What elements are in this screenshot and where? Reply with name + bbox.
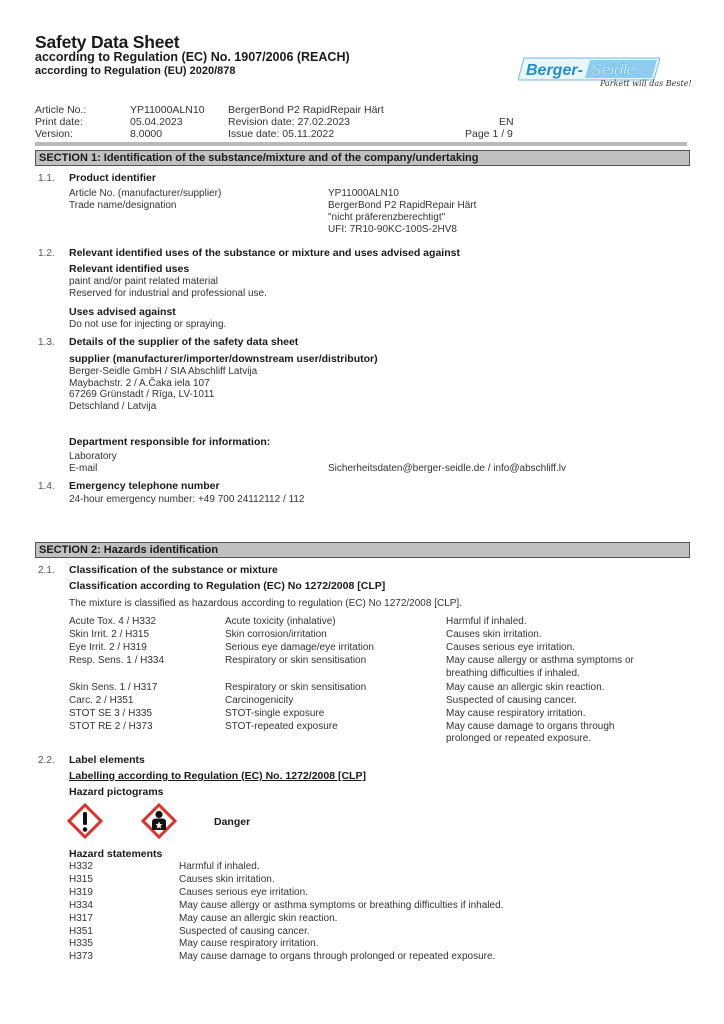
section-1-header: SECTION 1: Identification of the substance/mixture and of the company/undertaking [35,150,690,166]
hazard-code: H351 [69,925,93,937]
hazard-code: H315 [69,873,93,885]
hazard-statement-text: breathing difficulties if inhaled. [446,667,580,679]
supplier-city: 67269 Grünstadt / Rīga, LV-1011 [69,389,215,400]
hazard-text: Causes skin irritation. [179,873,275,885]
health-hazard-icon [141,803,177,839]
hazard-statement-text: May cause an allergic skin reaction. [446,681,605,693]
meta-values [130,104,205,140]
logo-slogan: Parkett will das Beste! [600,79,692,88]
email-link[interactable]: Sicherheitsdaten@berger-seidle.de / info@abschliff.lv [328,463,567,474]
hazard-category: STOT-repeated exposure [225,720,338,732]
meta-version: 8.0000 [130,128,163,140]
supplier-street: Maybachstr. 2 / A.Čaka iela 107 [69,377,210,389]
hazard-category: STOT-single exposure [225,707,325,719]
hazard-code: H319 [69,886,93,898]
classification-subheading: Classification according to Regulation (EC) No 1272/2008 [CLP] [69,580,386,592]
department-value: Laboratory [69,451,117,462]
hazard-statement-text: Harmful if inhaled. [446,616,527,627]
hazard-text: May cause allergy or asthma symptoms or breathing difficulties if inhaled. [179,899,504,911]
section-1-1-heading: Product identifier [69,172,156,184]
section-1-2-number: 1.2. [38,248,55,259]
supplier-heading: supplier (manufacturer/importer/downstream user/distributor) [69,353,378,365]
hazard-statement-text: May cause damage to organs through [446,720,615,732]
trade-name-values [328,200,476,236]
hazard-category: Respiratory or skin sensitisation [225,681,367,693]
meta-page-number: Page 1 / 9 [465,128,513,140]
hazard-text: Harmful if inhaled. [179,861,260,872]
trade-name-label: Trade name/designation [69,200,177,211]
classification-intro: The mixture is classified as hazardous according to regulation (EC) No 1272/2008 [CLP]. [69,598,462,609]
hazard-text: May cause respiratory irritation. [179,938,319,950]
relevant-uses-heading: Relevant identified uses [69,263,190,275]
section-1-4-number: 1.4. [38,481,55,492]
hazard-category: Respiratory or skin sensitisation [225,655,367,667]
uses-advised-against-heading: Uses advised against [69,306,176,318]
hazard-class-code: Skin Sens. 1 / H317 [69,681,158,693]
hazard-statement-text: Causes serious eye irritation. [446,642,575,654]
hazard-category: Acute toxicity (inhalative) [225,616,336,627]
supplier-country: Detschland / Latvija [69,400,157,412]
meta-revision-date: Revision date: 27.02.2023 [228,116,351,128]
hazard-class-code: Resp. Sens. 1 / H334 [69,655,165,667]
meta-labels [35,104,86,140]
hazard-class-code: STOT RE 2 / H373 [69,720,153,732]
meta-print-date: 05.04.2023 [130,116,183,128]
hazard-class-code: Skin Irrit. 2 / H315 [69,629,150,641]
department-heading: Department responsible for information: [69,436,271,448]
ufi-code: UFI: 7R10-90KC-100S-2HV8 [328,224,457,235]
exclamation-mark-icon [67,803,103,839]
signal-word: Danger [214,816,251,828]
section-2-header: SECTION 2: Hazards identification [35,542,690,558]
section-2-2-number: 2.2. [38,755,55,766]
hazard-code: H335 [69,938,93,950]
document-title: Safety Data Sheet [35,32,180,52]
section-2-2-heading: Label elements [69,754,145,766]
meta-article-no: YP11000ALN10 [130,104,205,116]
hazard-statement-text: May cause respiratory irritation. [446,707,586,719]
supplier-name: Berger-Seidle GmbH / SIA Abschliff Latvija [69,366,258,377]
hazard-statement-text: May cause allergy or asthma symptoms or [446,655,634,667]
hazard-class-code: Acute Tox. 4 / H332 [69,616,157,627]
section-1-3-number: 1.3. [38,337,55,348]
hazard-text: May cause an allergic skin reaction. [179,912,338,924]
section-1-1-number: 1.1. [38,173,55,184]
section-1-4-heading: Emergency telephone number [69,480,220,492]
meta-details [228,104,384,140]
supplier-address [69,366,257,412]
meta-product-name: BergerBond P2 RapidRepair Härt [228,104,384,116]
article-no-value: YP11000ALN10 [328,188,399,199]
meta-label-version: Version: [35,128,73,140]
hazard-statement-text: Causes skin irritation. [446,629,542,641]
relevant-uses-list [69,276,267,300]
logo-text-right: Seidle [591,62,636,79]
hazard-class-code: Carc. 2 / H351 [69,694,134,706]
header-divider [35,142,687,146]
hazard-text: May cause damage to organs through prolonged or repeated exposure. [179,951,496,963]
hazard-class-code: STOT SE 3 / H335 [69,707,153,719]
regulation-eu: according to Regulation (EU) 2020/878 [35,65,236,77]
hazard-statement-text: prolonged or repeated exposure. [446,733,592,745]
meta-label-article: Article No.: [35,104,87,116]
email-label: E-mail [69,463,98,474]
hazard-text: Causes serious eye irritation. [179,886,308,898]
hazard-code: H317 [69,912,93,924]
logo-text-left: Berger- [526,62,583,79]
section-2-1-heading: Classification of the substance or mixture [69,564,278,576]
section-2-1-number: 2.1. [38,565,55,576]
hazard-code: H373 [69,951,93,963]
relevant-use-item: Reserved for industrial and professional use. [69,288,267,299]
hazard-statements-heading: Hazard statements [69,848,163,860]
pictograms-heading: Hazard pictograms [69,786,164,798]
hazard-text: Suspected of causing cancer. [179,925,310,937]
meta-label-print: Print date: [35,116,83,128]
hazard-code: H334 [69,899,93,911]
meta-issue-date: Issue date: 05.11.2022 [228,128,335,140]
hazard-category: Serious eye damage/eye irritation [225,642,374,654]
trade-name: BergerBond P2 RapidRepair Härt [328,200,477,211]
preference-note: "nicht präferenzberechtigt" [328,212,446,223]
meta-language: EN [499,116,514,128]
section-1-2-heading: Relevant identified uses of the substance or mixture and uses advised against [69,247,460,259]
relevant-use-item: paint and/or paint related material [69,276,218,287]
section-1-3-heading: Details of the supplier of the safety data sheet [69,336,299,348]
emergency-number: 24-hour emergency number: +49 700 24112112 / 112 [69,494,305,505]
hazard-code: H332 [69,861,93,872]
hazard-class-code: Eye Irrit. 2 / H319 [69,642,147,654]
uses-advised-against-text: Do not use for injecting or spraying. [69,319,227,330]
hazard-category: Skin corrosion/irritation [225,629,327,641]
regulation-reach: according to Regulation (EC) No. 1907/2006 (REACH) [35,50,350,64]
hazard-category: Carcinogenicity [225,694,294,706]
article-no-label: Article No. (manufacturer/supplier) [69,188,222,199]
labelling-heading: Labelling according to Regulation (EC) No. 1272/2008 [CLP] [69,770,366,782]
hazard-statement-text: Suspected of causing cancer. [446,694,577,706]
